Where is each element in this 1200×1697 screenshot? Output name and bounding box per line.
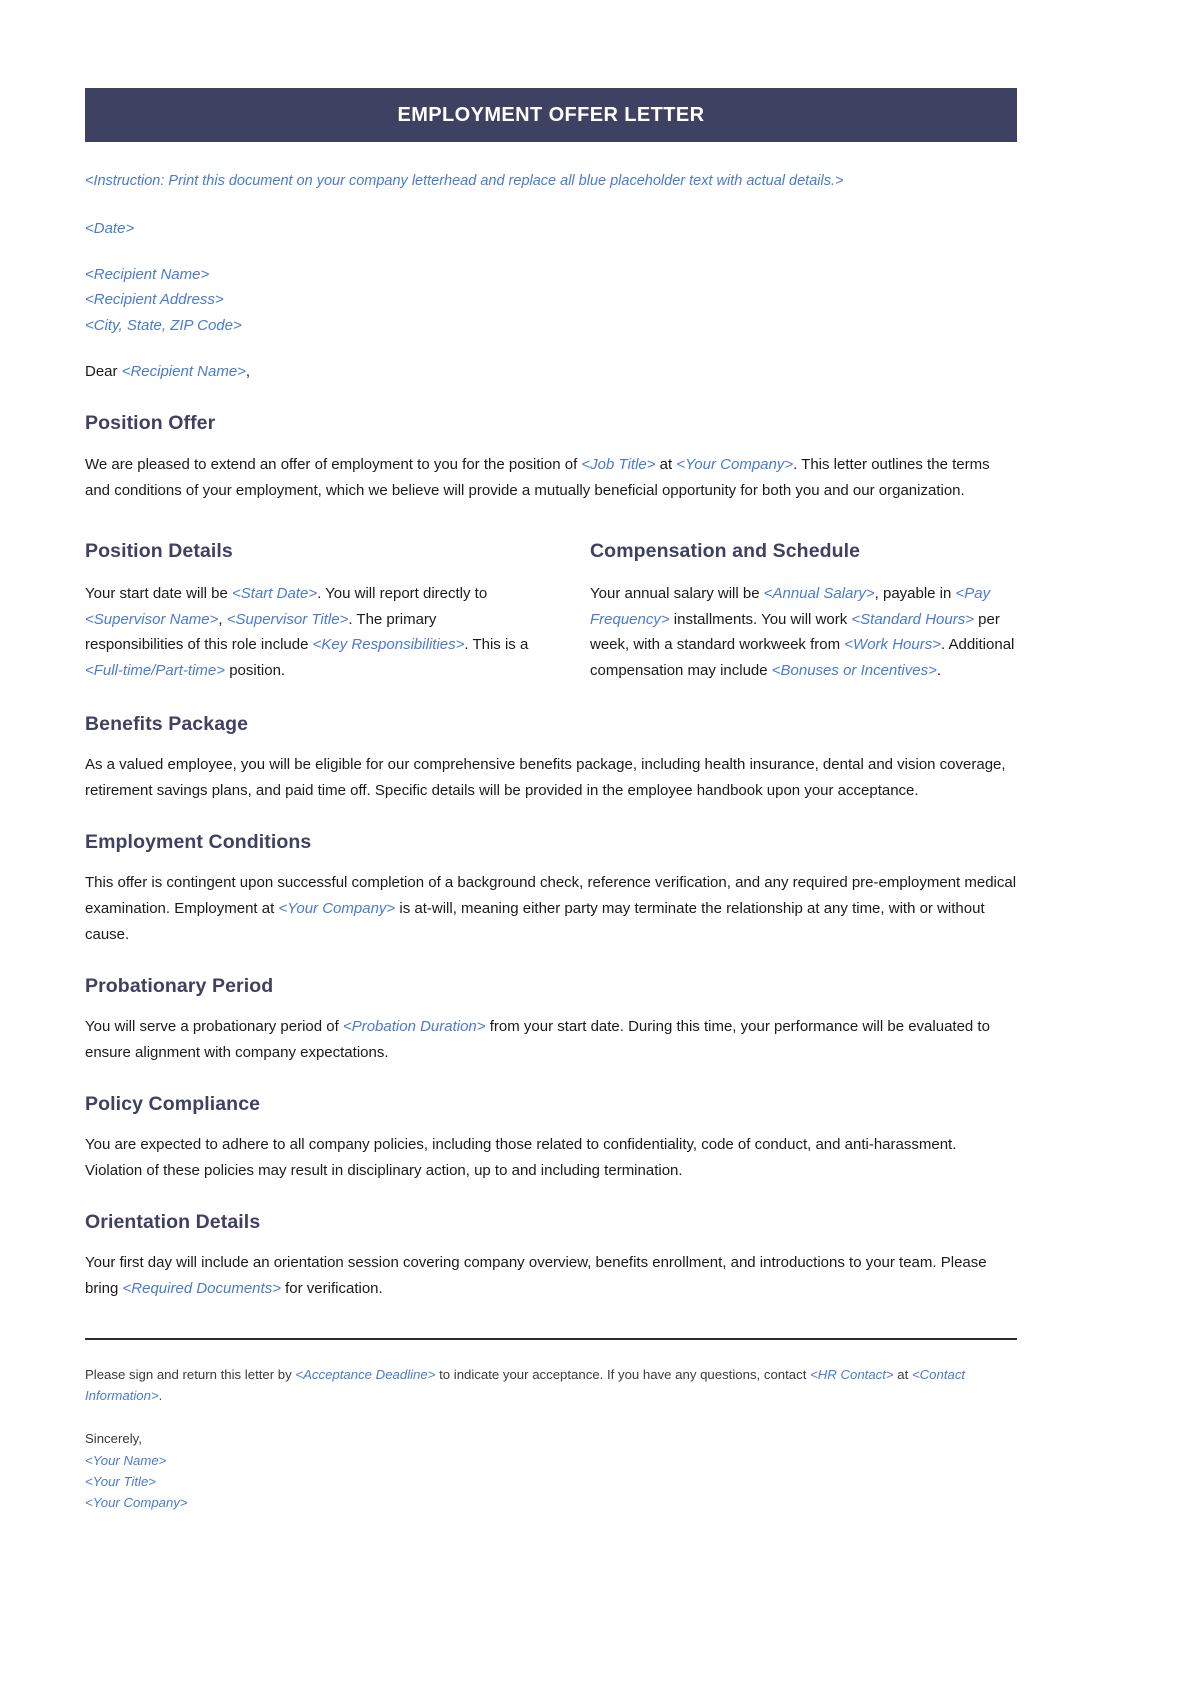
employment-type-placeholder: <Full-time/Part-time>: [85, 662, 226, 680]
pd-text-1: Your start date will be: [85, 584, 233, 602]
probation-duration-placeholder: <Probation Duration>: [342, 1018, 486, 1036]
job-title-placeholder: <Job Title>: [581, 455, 656, 473]
paragraph-probationary-period: [85, 1014, 1017, 1066]
ft-text-1: Please sign and return this letter by: [85, 1366, 296, 1382]
company-placeholder: <Your Company>: [676, 455, 794, 473]
recipient-address-block: [85, 262, 1017, 339]
heading-employment-conditions: Employment Conditions: [85, 830, 312, 853]
salutation-suffix: ,: [245, 362, 251, 380]
paragraph-compensation-schedule: [590, 581, 1039, 684]
required-documents-placeholder: <Required Documents>: [122, 1279, 281, 1297]
salutation-prefix: Dear: [85, 362, 122, 380]
cs-text-2: , payable in: [874, 584, 956, 602]
document-title-banner: [85, 88, 1017, 142]
salutation-name-placeholder: <Recipient Name>: [121, 362, 246, 380]
pp-text-1: You will serve a probationary period of: [85, 1018, 343, 1036]
annual-salary-placeholder: <Annual Salary>: [763, 584, 875, 602]
employment-company-placeholder: <Your Company>: [278, 900, 396, 918]
heading-probationary-period: Probationary Period: [85, 974, 274, 997]
date-line: [85, 218, 1017, 241]
cs-text-6: .: [936, 662, 942, 680]
your-name-placeholder: <Your Name>: [85, 1452, 167, 1468]
pd-text-3: ,: [218, 610, 227, 628]
cs-text-4: per week, with a standard workweek from: [590, 610, 1000, 654]
pay-frequency-placeholder: <Pay Frequency>: [590, 584, 991, 628]
signature-block: [85, 1428, 1017, 1514]
date-placeholder: <Date>: [85, 220, 135, 238]
cs-text-3: installments. You will work: [669, 610, 852, 628]
salutation: [85, 361, 1017, 384]
supervisor-name-placeholder: <Supervisor Name>: [85, 610, 219, 628]
heading-compensation-schedule: Compensation and Schedule: [590, 540, 861, 563]
your-company-placeholder: <Your Company>: [85, 1495, 188, 1511]
page-title: EMPLOYMENT OFFER LETTER: [397, 103, 705, 126]
ft-text-3: at: [893, 1366, 912, 1382]
your-title-placeholder: <Your Title>: [85, 1474, 156, 1490]
pp-text-2: from your start date. During this time, your performance will be evaluated to ensure alignment with company expectations.: [85, 1018, 990, 1061]
paragraph-orientation-details: [85, 1250, 1017, 1302]
recipient-name-placeholder: <Recipient Name>: [85, 265, 210, 283]
supervisor-title-placeholder: <Supervisor Title>: [226, 610, 349, 628]
ft-text-2: to indicate your acceptance. If you have any questions, contact: [435, 1366, 811, 1382]
po-text-1: We are pleased to extend an offer of employment to you for the position of: [85, 455, 582, 473]
paragraph-employment-conditions: [85, 870, 1017, 947]
recipient-address-placeholder: <Recipient Address>: [85, 291, 224, 309]
standard-hours-placeholder: <Standard Hours>: [851, 610, 974, 628]
od-text-1: Your first day will include an orientation session covering company overview, benefits enrollment, and introductions to your team. Please bring: [85, 1253, 987, 1297]
closing-salutation: Sincerely,: [85, 1431, 142, 1447]
column-position-details: [85, 539, 534, 684]
heading-position-details: Position Details: [85, 540, 233, 563]
cs-text-5: . Additional compensation may include: [590, 636, 1015, 680]
contact-information-placeholder: <Contact Information>: [85, 1366, 966, 1403]
acceptance-deadline-placeholder: <Acceptance Deadline>: [295, 1366, 436, 1382]
footer-divider: [85, 1338, 1017, 1340]
start-date-placeholder: <Start Date>: [232, 584, 318, 602]
po-text-2: at: [655, 455, 677, 473]
heading-benefits-package: Benefits Package: [85, 712, 249, 735]
od-text-2: for verification.: [280, 1279, 383, 1297]
key-responsibilities-placeholder: <Key Responsibilities>: [312, 636, 465, 654]
pd-text-5: . This is a: [464, 636, 529, 654]
work-hours-placeholder: <Work Hours>: [844, 636, 941, 654]
pd-text-4: . The primary responsibilities of this role include: [85, 610, 437, 654]
bonuses-placeholder: <Bonuses or Incentives>: [771, 662, 937, 680]
heading-position-offer: Position Offer: [85, 412, 216, 435]
paragraph-policy-compliance: You are expected to adhere to all company policies, including those related to confidentiality, code of conduct, and anti-harassment. Violation of these policies may result in disciplinary action, up to and including termination.: [85, 1136, 957, 1179]
pd-text-6: position.: [225, 662, 286, 680]
paragraph-benefits-package: As a valued employee, you will be eligible for our comprehensive benefits package, including health insurance, dental and vision coverage, retirement savings plans, and paid time off. Specific details will be provided in the employee handbook upon your acceptance.: [85, 756, 1006, 800]
ft-text-4: .: [158, 1387, 163, 1403]
column-compensation-schedule: [590, 539, 1039, 684]
ec-text-2: is at-will, meaning either party may terminate the relationship at any time, with or without cause.: [85, 900, 985, 943]
hr-contact-placeholder: <HR Contact>: [810, 1366, 894, 1382]
cs-text-1: Your annual salary will be: [590, 584, 764, 602]
instruction-note: <Instruction: Print this document on your company letterhead and replace all blue placeholder text with actual details.>: [85, 173, 844, 189]
heading-orientation-details: Orientation Details: [85, 1210, 261, 1233]
footer-signature-instructions: [85, 1364, 1017, 1407]
ec-text-1: This offer is contingent upon successful completion of a background check, reference verification, and any required pre-employment medical examination. Employment at: [85, 874, 1017, 918]
paragraph-position-details: [85, 581, 534, 684]
pd-text-2: . You will report directly to: [317, 584, 488, 602]
two-column-section: [85, 539, 1017, 684]
recipient-city-state-zip-placeholder: <City, State, ZIP Code>: [85, 317, 242, 335]
po-text-3: . This letter outlines the terms and conditions of your employment, which we believe will provide a mutually beneficial opportunity for both you and our organization.: [85, 455, 990, 499]
heading-policy-compliance: Policy Compliance: [85, 1092, 261, 1115]
paragraph-position-offer: [85, 452, 1017, 504]
